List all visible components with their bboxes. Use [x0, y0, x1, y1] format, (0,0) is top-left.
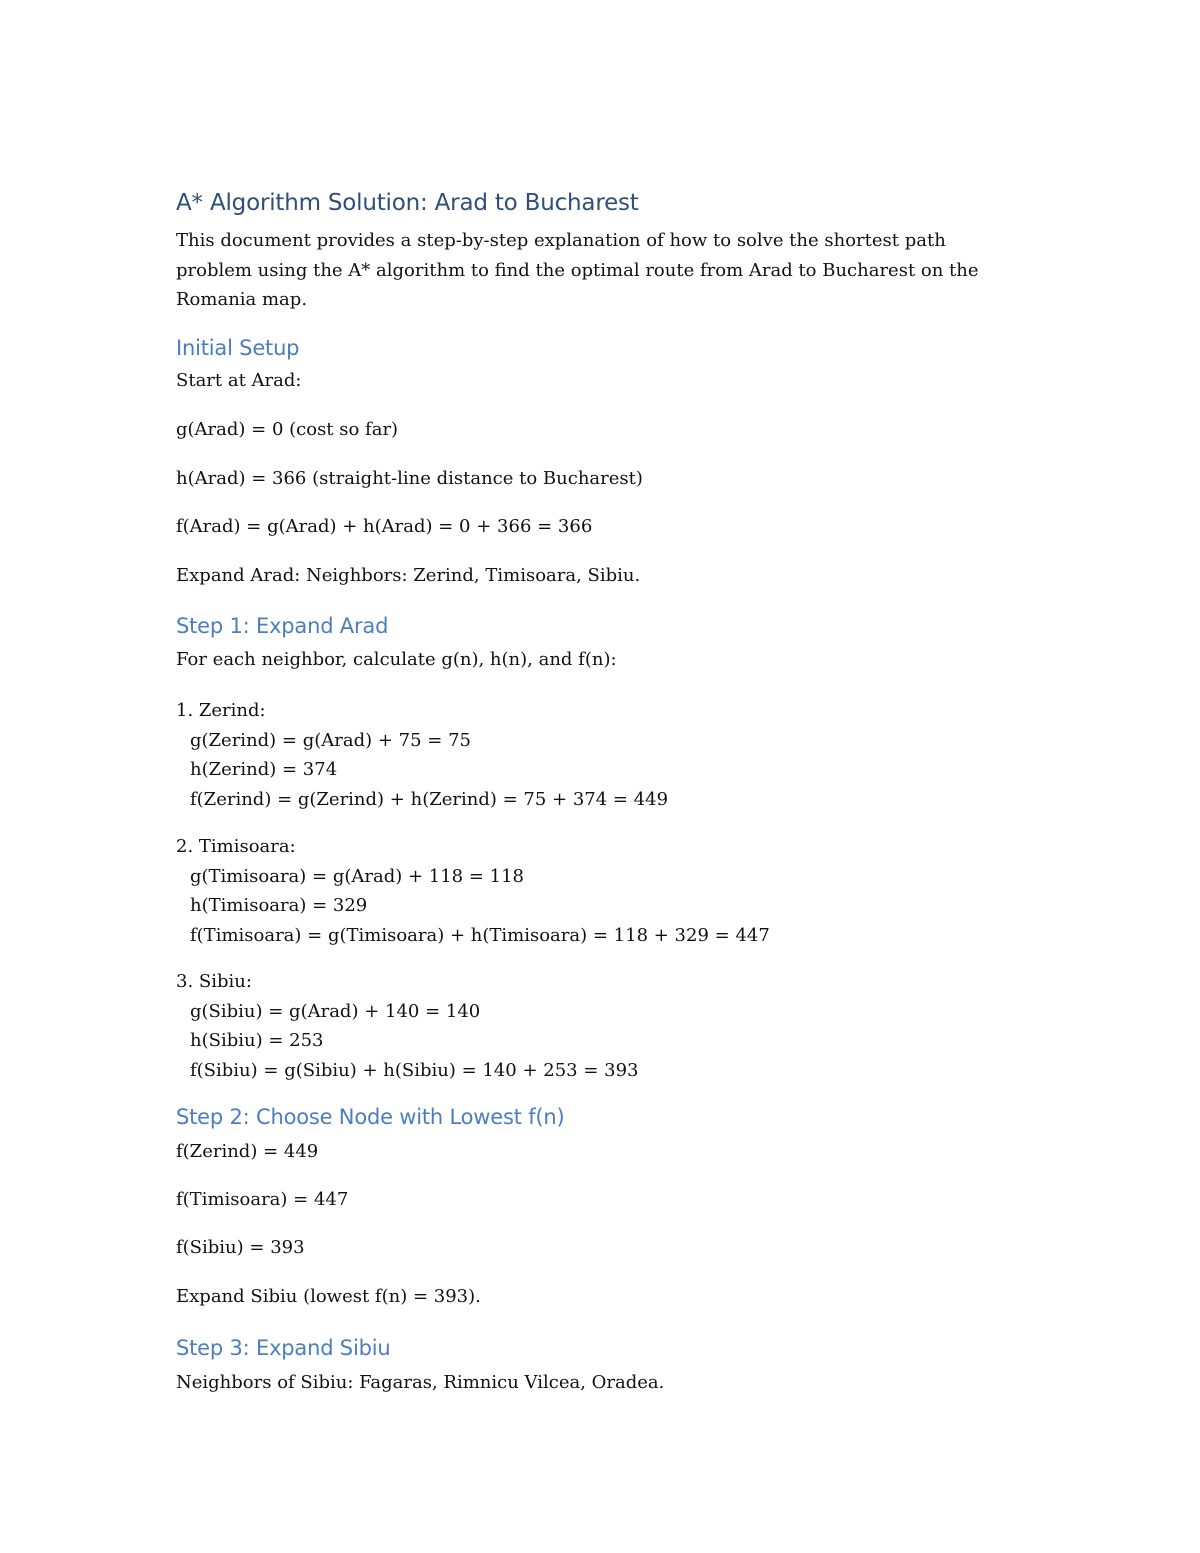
setup-line: h(Arad) = 366 (straight-line distance to Bucharest)	[176, 468, 643, 489]
neighbor-label: 1. Zerind:	[176, 700, 266, 721]
calc-line: h(Timisoara) = 329	[190, 895, 368, 916]
setup-line: g(Arad) = 0 (cost so far)	[176, 419, 399, 440]
calc-line: h(Zerind) = 374	[190, 759, 338, 780]
calc-line: f(Zerind) = g(Zerind) + h(Zerind) = 75 + 374 = 449	[190, 788, 669, 810]
calc-line: g(Sibiu) = g(Arad) + 140 = 140	[190, 1000, 481, 1022]
heading-step-2: Step 2: Choose Node with Lowest f(n)	[176, 1105, 565, 1129]
neighbor-item-sibiu	[176, 967, 639, 1085]
neighbor-item-zerind	[176, 696, 668, 814]
heading-step-1: Step 1: Expand Arad	[176, 614, 389, 638]
calc-line: f(Timisoara) = g(Timisoara) + h(Timisoara) = 118 + 329 = 447	[190, 924, 770, 946]
step1-intro: For each neighbor, calculate g(n), h(n), and f(n):	[176, 649, 617, 670]
neighbor-label: 2. Timisoara:	[176, 836, 296, 857]
heading-step-3: Step 3: Expand Sibiu	[176, 1336, 391, 1360]
step2-line: f(Sibiu) = 393	[176, 1237, 305, 1258]
step2-line: f(Timisoara) = 447	[176, 1189, 349, 1210]
setup-line: Expand Arad: Neighbors: Zerind, Timisoara, Sibiu.	[176, 565, 641, 586]
step2-line: Expand Sibiu (lowest f(n) = 393).	[176, 1286, 481, 1307]
document-title: A* Algorithm Solution: Arad to Bucharest	[176, 190, 639, 216]
calc-line: g(Zerind) = g(Arad) + 75 = 75	[190, 729, 472, 751]
step2-line: f(Zerind) = 449	[176, 1141, 319, 1162]
calc-line: f(Sibiu) = g(Sibiu) + h(Sibiu) = 140 + 253 = 393	[190, 1059, 639, 1081]
setup-line: f(Arad) = g(Arad) + h(Arad) = 0 + 366 = 366	[176, 516, 593, 537]
heading-initial-setup: Initial Setup	[176, 336, 300, 360]
step3-line: Neighbors of Sibiu: Fagaras, Rimnicu Vilcea, Oradea.	[176, 1372, 665, 1393]
calc-line: h(Sibiu) = 253	[190, 1030, 324, 1051]
intro-paragraph: This document provides a step-by-step explanation of how to solve the shortest path problem using the A* algorithm to find the optimal route from Arad to Bucharest on the Romania map.	[176, 230, 979, 310]
setup-line: Start at Arad:	[176, 370, 302, 391]
neighbor-label: 3. Sibiu:	[176, 971, 252, 992]
neighbor-item-timisoara	[176, 832, 770, 950]
calc-line: g(Timisoara) = g(Arad) + 118 = 118	[190, 865, 525, 887]
